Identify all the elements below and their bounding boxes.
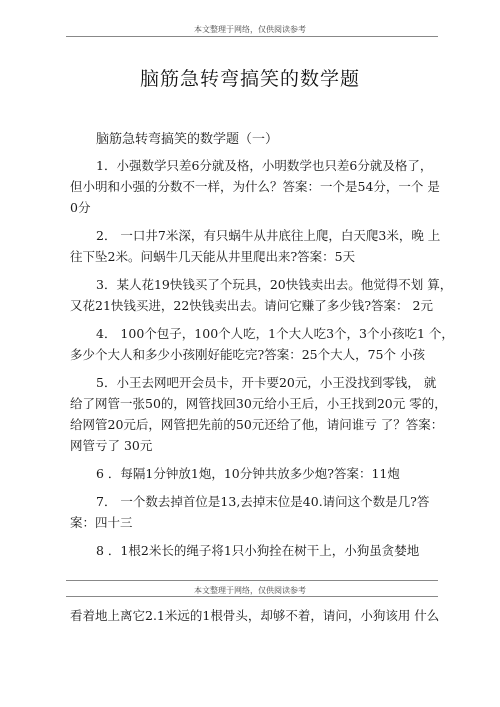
question-line: 又花21快钱买进，22快钱卖出去。请问它赚了多少钱?答案： 2元 xyxy=(70,298,433,313)
question-line: 往下坠2米。问蜗牛几天能从井里爬出来?答案：5天 xyxy=(70,249,356,264)
question-line: 0分 xyxy=(70,200,91,215)
section-subtitle: 脑筋急转弯搞笑的数学题（一） xyxy=(96,132,279,147)
question-line: 网管亏了 30元 xyxy=(70,438,153,453)
footer-rule-bottom xyxy=(66,596,438,597)
footer-note: 本文整理于网络，仅供阅读参考 xyxy=(194,586,306,595)
question-1 xyxy=(70,155,442,218)
question-line: 1．小强数学只差6分就及格，小明数学也只差6分就及格了， xyxy=(96,158,433,173)
question-4 xyxy=(70,323,454,365)
question-line: 3．某人花19快钱买了个玩具，20快钱卖出去。他觉得不划 算， xyxy=(96,277,453,292)
continuation-line: 看着地上离它2.1米远的1根骨头，却够不着，请问，小狗该用 什么 xyxy=(70,608,440,623)
question-2 xyxy=(70,225,442,267)
header-note: 本文整理于网络，仅供阅读参考 xyxy=(194,25,306,34)
question-line: 但小明和小强的分数不一样，为什么？答案：一个是54分，一个 是 xyxy=(70,179,440,194)
question-line: 多少个大人和多少小孩刚好能吃完?答案：25个大人，75个 小孩 xyxy=(70,347,425,362)
question-list xyxy=(70,155,454,568)
question-8 xyxy=(70,540,442,561)
question-line: 给了网管一张50的，网管找回30元给小王后，小王找到20元 零的， xyxy=(70,396,447,411)
question-line: 7． 一个数去掉首位是13,去掉末位是40.请问这个数是几?答 xyxy=(96,494,430,509)
question-line: 给网管20元后，网管把先前的50元还给了他，请问谁亏 了？答案： xyxy=(70,417,444,432)
question-6 xyxy=(70,463,442,484)
question-line: 案：四十三 xyxy=(70,515,133,530)
question-line: 6 ．每隔1分钟放1炮，10分钟共放多少炮?答案：11炮 xyxy=(96,466,400,481)
question-line: 8 ．1根2米长的绳子将1只小狗拴在树干上，小狗虽贪婪地 xyxy=(96,543,420,558)
question-5 xyxy=(70,372,447,456)
footer-rule xyxy=(66,580,438,581)
question-line: 2． 一口井7米深，有只蜗牛从井底往上爬，白天爬3米，晚 上 xyxy=(96,228,441,243)
header-rule xyxy=(66,36,438,37)
page-title: 脑筋急转弯搞笑的数学题 xyxy=(139,68,360,90)
question-line: 4． 100个包子，100个人吃，1个大人吃3个，3个小孩吃1 个， xyxy=(96,326,454,341)
question-3 xyxy=(70,274,453,316)
question-7 xyxy=(70,491,442,533)
question-line: 5．小王去网吧开会员卡，开卡要20元，小王没找到零钱， 就 xyxy=(96,375,437,390)
